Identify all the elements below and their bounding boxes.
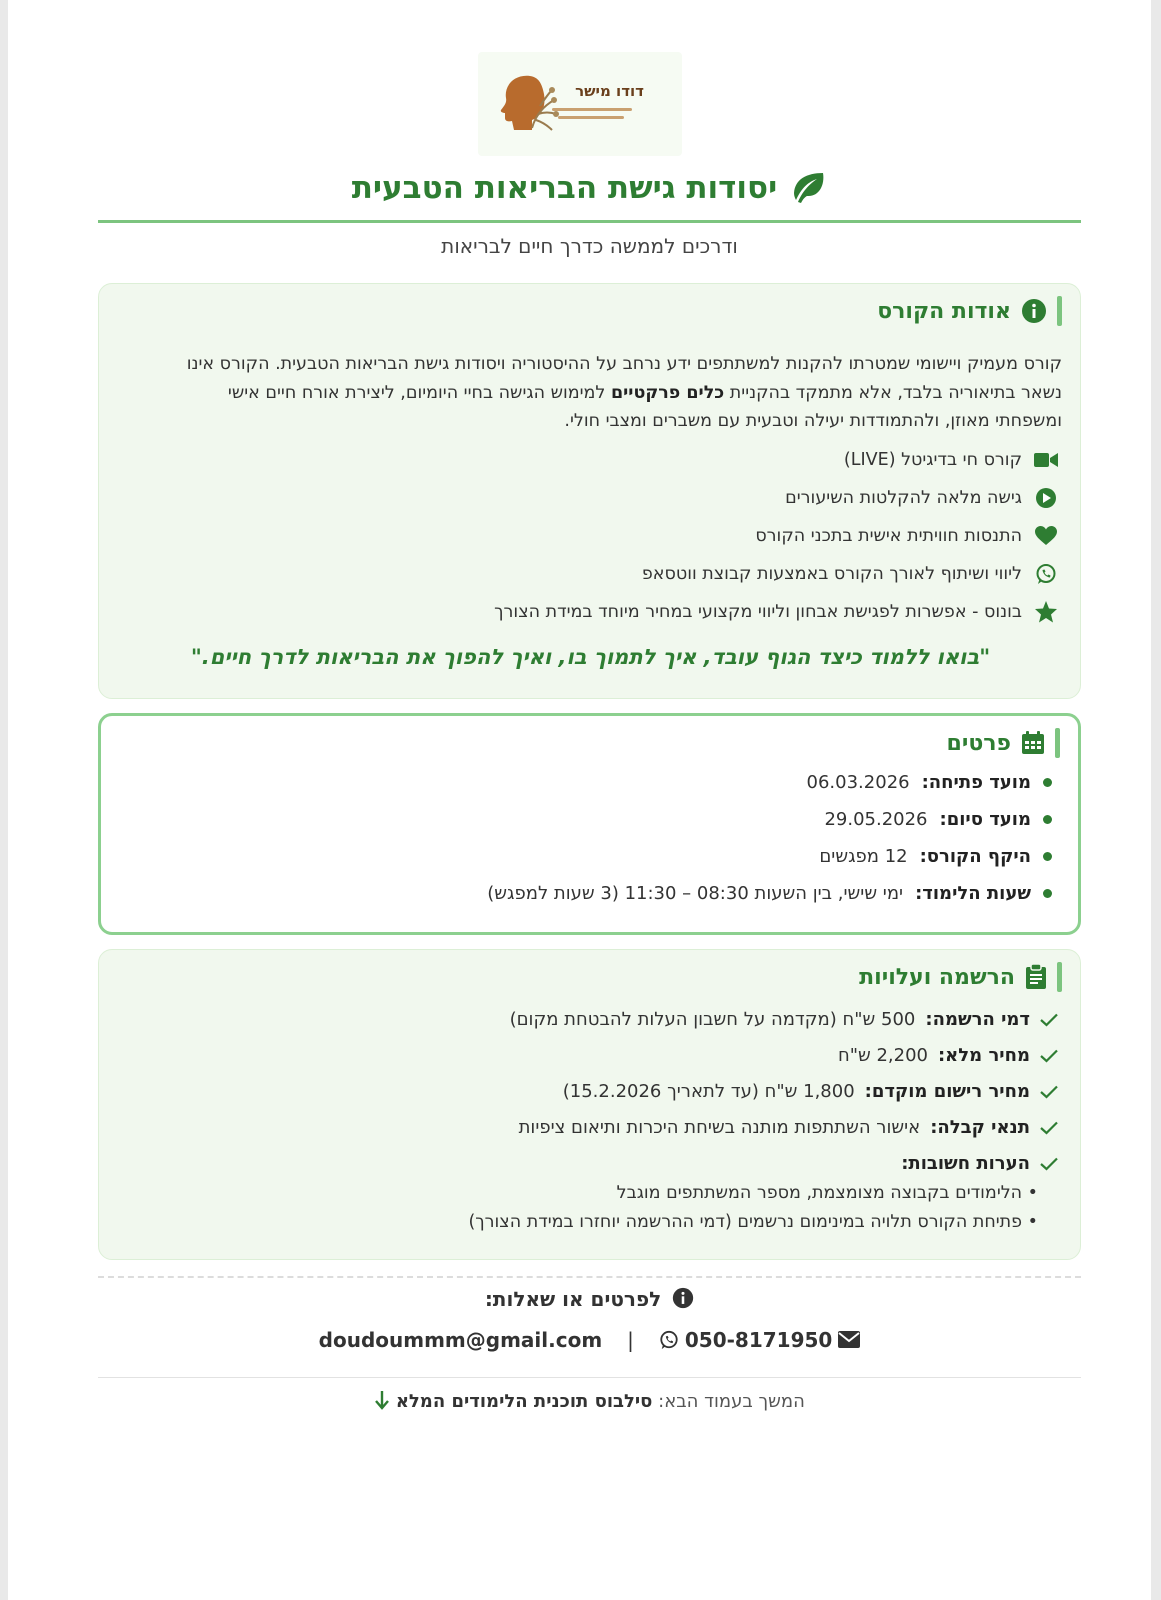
next-page-prefix: המשך בעמוד הבא: xyxy=(658,1391,805,1412)
page xyxy=(8,0,1151,1600)
feature-text: בונוס - אפשרות לפגישת אבחון וליווי מקצועי במחיר מיוחד במידת הצורך xyxy=(494,602,1022,622)
registration-note: • הלימודים בקבוצה מצומצמת, מספר המשתתפים מוגבל xyxy=(616,1183,1038,1203)
registration-item xyxy=(838,1045,1058,1066)
feature-text: קורס חי בדיגיטל (LIVE) xyxy=(843,450,1022,470)
detail-item xyxy=(824,809,1052,830)
details-heading-row xyxy=(947,728,1060,758)
bullet-dot xyxy=(1043,889,1052,898)
feature-item xyxy=(642,562,1058,586)
page-subtitle: ודרכים לממשה כדרך חיים לבריאות xyxy=(441,234,738,258)
about-heading: אודות הקורס xyxy=(877,298,1011,324)
registration-item xyxy=(519,1117,1058,1138)
heading-accent-bar xyxy=(1055,728,1060,758)
video-camera-icon xyxy=(1034,448,1058,472)
envelope-icon xyxy=(838,1331,860,1348)
contact-phone-link[interactable]: 050-8171950 xyxy=(684,1327,833,1352)
contact-title-row xyxy=(98,1287,1081,1311)
bullet-dot xyxy=(1043,815,1052,824)
contact-line xyxy=(98,1326,1081,1352)
feature-item xyxy=(844,448,1058,472)
arrow-down-icon xyxy=(374,1390,390,1410)
about-description-part: למימוש הגישה בחיי היומיום, ליצירת אורח חיים אישי ומשפחתי מאוזן, ולהתמודדות יעילה וטבעית עם משברים ומצבי חולי. xyxy=(227,382,1062,431)
next-page-note xyxy=(98,1390,1081,1412)
detail-label: מועד סיום: xyxy=(939,809,1031,830)
contact-title: לפרטים או שאלות: xyxy=(484,1287,662,1311)
star-icon xyxy=(1034,600,1058,624)
detail-label: היקף הקורס: xyxy=(919,846,1031,867)
registration-label: דמי הרשמה: xyxy=(925,1009,1030,1030)
details-heading: פרטים xyxy=(946,730,1011,756)
play-circle-icon xyxy=(1034,486,1058,510)
contact-divider xyxy=(98,1276,1081,1278)
contact-phone-group xyxy=(659,1328,860,1352)
feature-text: גישה מלאה להקלטות השיעורים xyxy=(785,488,1022,508)
check-icon xyxy=(1040,1049,1058,1063)
about-quote: "בואו ללמוד כיצד הגוף עובד, איך לתמוך בו, ואיך להפוך את הבריאות לדרך חיים." xyxy=(190,645,991,669)
detail-item xyxy=(487,883,1052,904)
whatsapp-icon xyxy=(659,1330,679,1350)
about-description xyxy=(157,350,1062,436)
details-card xyxy=(98,713,1081,935)
title-divider xyxy=(98,220,1081,223)
clipboard-icon xyxy=(1025,964,1047,990)
whatsapp-icon xyxy=(1034,562,1058,586)
about-heading-row xyxy=(877,296,1062,326)
check-icon xyxy=(1040,1013,1058,1027)
detail-value: 12 מפגשים xyxy=(819,846,908,867)
registration-value: 2,200 ש"ח xyxy=(837,1045,928,1066)
heart-icon xyxy=(1034,524,1058,548)
registration-label: תנאי קבלה: xyxy=(930,1117,1030,1138)
head-tree-logo-icon xyxy=(492,70,562,136)
calendar-icon xyxy=(1021,731,1045,755)
registration-label: הערות חשובות: xyxy=(901,1153,1030,1174)
about-card xyxy=(98,283,1081,699)
detail-label: מועד פתיחה: xyxy=(921,772,1031,793)
registration-item xyxy=(563,1081,1058,1102)
feature-item xyxy=(755,524,1058,548)
registration-value: 500 ש"ח (מקדמה על חשבון העלות להבטחת מקום) xyxy=(509,1009,916,1030)
feature-text: ליווי ושיתוף לאורך הקורס באמצעות קבוצת ווטסאפ xyxy=(641,564,1022,584)
registration-heading: הרשמה ועלויות xyxy=(859,964,1015,990)
check-icon xyxy=(1040,1121,1058,1135)
detail-value: 29.05.2026 xyxy=(824,809,928,830)
feature-text: התנסות חוויתית אישית בתכני הקורס xyxy=(755,526,1022,546)
logo-tagline-line xyxy=(552,108,632,111)
logo xyxy=(478,52,682,156)
about-description-part: קורס מעמיק ויישומי שמטרתו להקנות למשתתפים ידע נרחב על ההיסטוריה ויסודות גישת הבריאות הטבעית. הקורס אינו נשאר בתיאוריה בלבד, אלא מתמקד בהקניית xyxy=(186,354,1062,403)
detail-value: 06.03.2026 xyxy=(806,772,910,793)
registration-note: • פתיחת הקורס תלויה במינימום נרשמים (דמי ההרשמה יוחזרו במידת הצורך) xyxy=(468,1212,1038,1232)
bullet-dot xyxy=(1043,852,1052,861)
title-row xyxy=(98,170,1081,209)
detail-item xyxy=(819,846,1052,867)
page-title-wrap xyxy=(352,170,828,206)
about-description-bold: כלים פרקטיים xyxy=(610,382,725,403)
contact-separator: | xyxy=(627,1327,634,1352)
leaf-icon xyxy=(789,171,827,205)
detail-label: שעות הלימוד: xyxy=(915,883,1031,904)
info-icon xyxy=(1021,298,1047,324)
detail-value: ימי שישי, בין השעות 08:30 – 11:30 (3 שעות למפגש) xyxy=(487,883,904,904)
detail-item xyxy=(807,772,1052,793)
footer-divider xyxy=(98,1377,1081,1378)
registration-card xyxy=(98,949,1081,1260)
next-page-link[interactable]: סילבוס תוכנית הלימודים המלא xyxy=(395,1391,653,1412)
registration-item xyxy=(901,1153,1058,1174)
bullet-dot xyxy=(1043,778,1052,787)
heading-accent-bar xyxy=(1057,296,1062,326)
registration-heading-row xyxy=(859,962,1062,992)
registration-value: 1,800 ש"ח (עד לתאריך 15.2.2026) xyxy=(562,1081,855,1102)
check-icon xyxy=(1040,1157,1058,1171)
info-icon xyxy=(672,1287,694,1309)
registration-label: מחיר רישום מוקדם: xyxy=(864,1081,1030,1102)
registration-label: מחיר מלא: xyxy=(937,1045,1030,1066)
logo-tagline-line xyxy=(558,116,624,119)
page-title: יסודות גישת הבריאות הטבעית xyxy=(351,170,778,206)
heading-accent-bar xyxy=(1057,962,1062,992)
registration-value: אישור השתתפות מותנה בשיחת היכרות ותיאום ציפיות xyxy=(518,1117,921,1138)
feature-item xyxy=(785,486,1058,510)
registration-item xyxy=(510,1009,1058,1030)
logo-brand-text: דודו מישר xyxy=(575,82,644,100)
feature-item xyxy=(494,600,1058,624)
contact-email-link[interactable]: doudoummm@gmail.com xyxy=(318,1327,603,1352)
check-icon xyxy=(1040,1085,1058,1099)
